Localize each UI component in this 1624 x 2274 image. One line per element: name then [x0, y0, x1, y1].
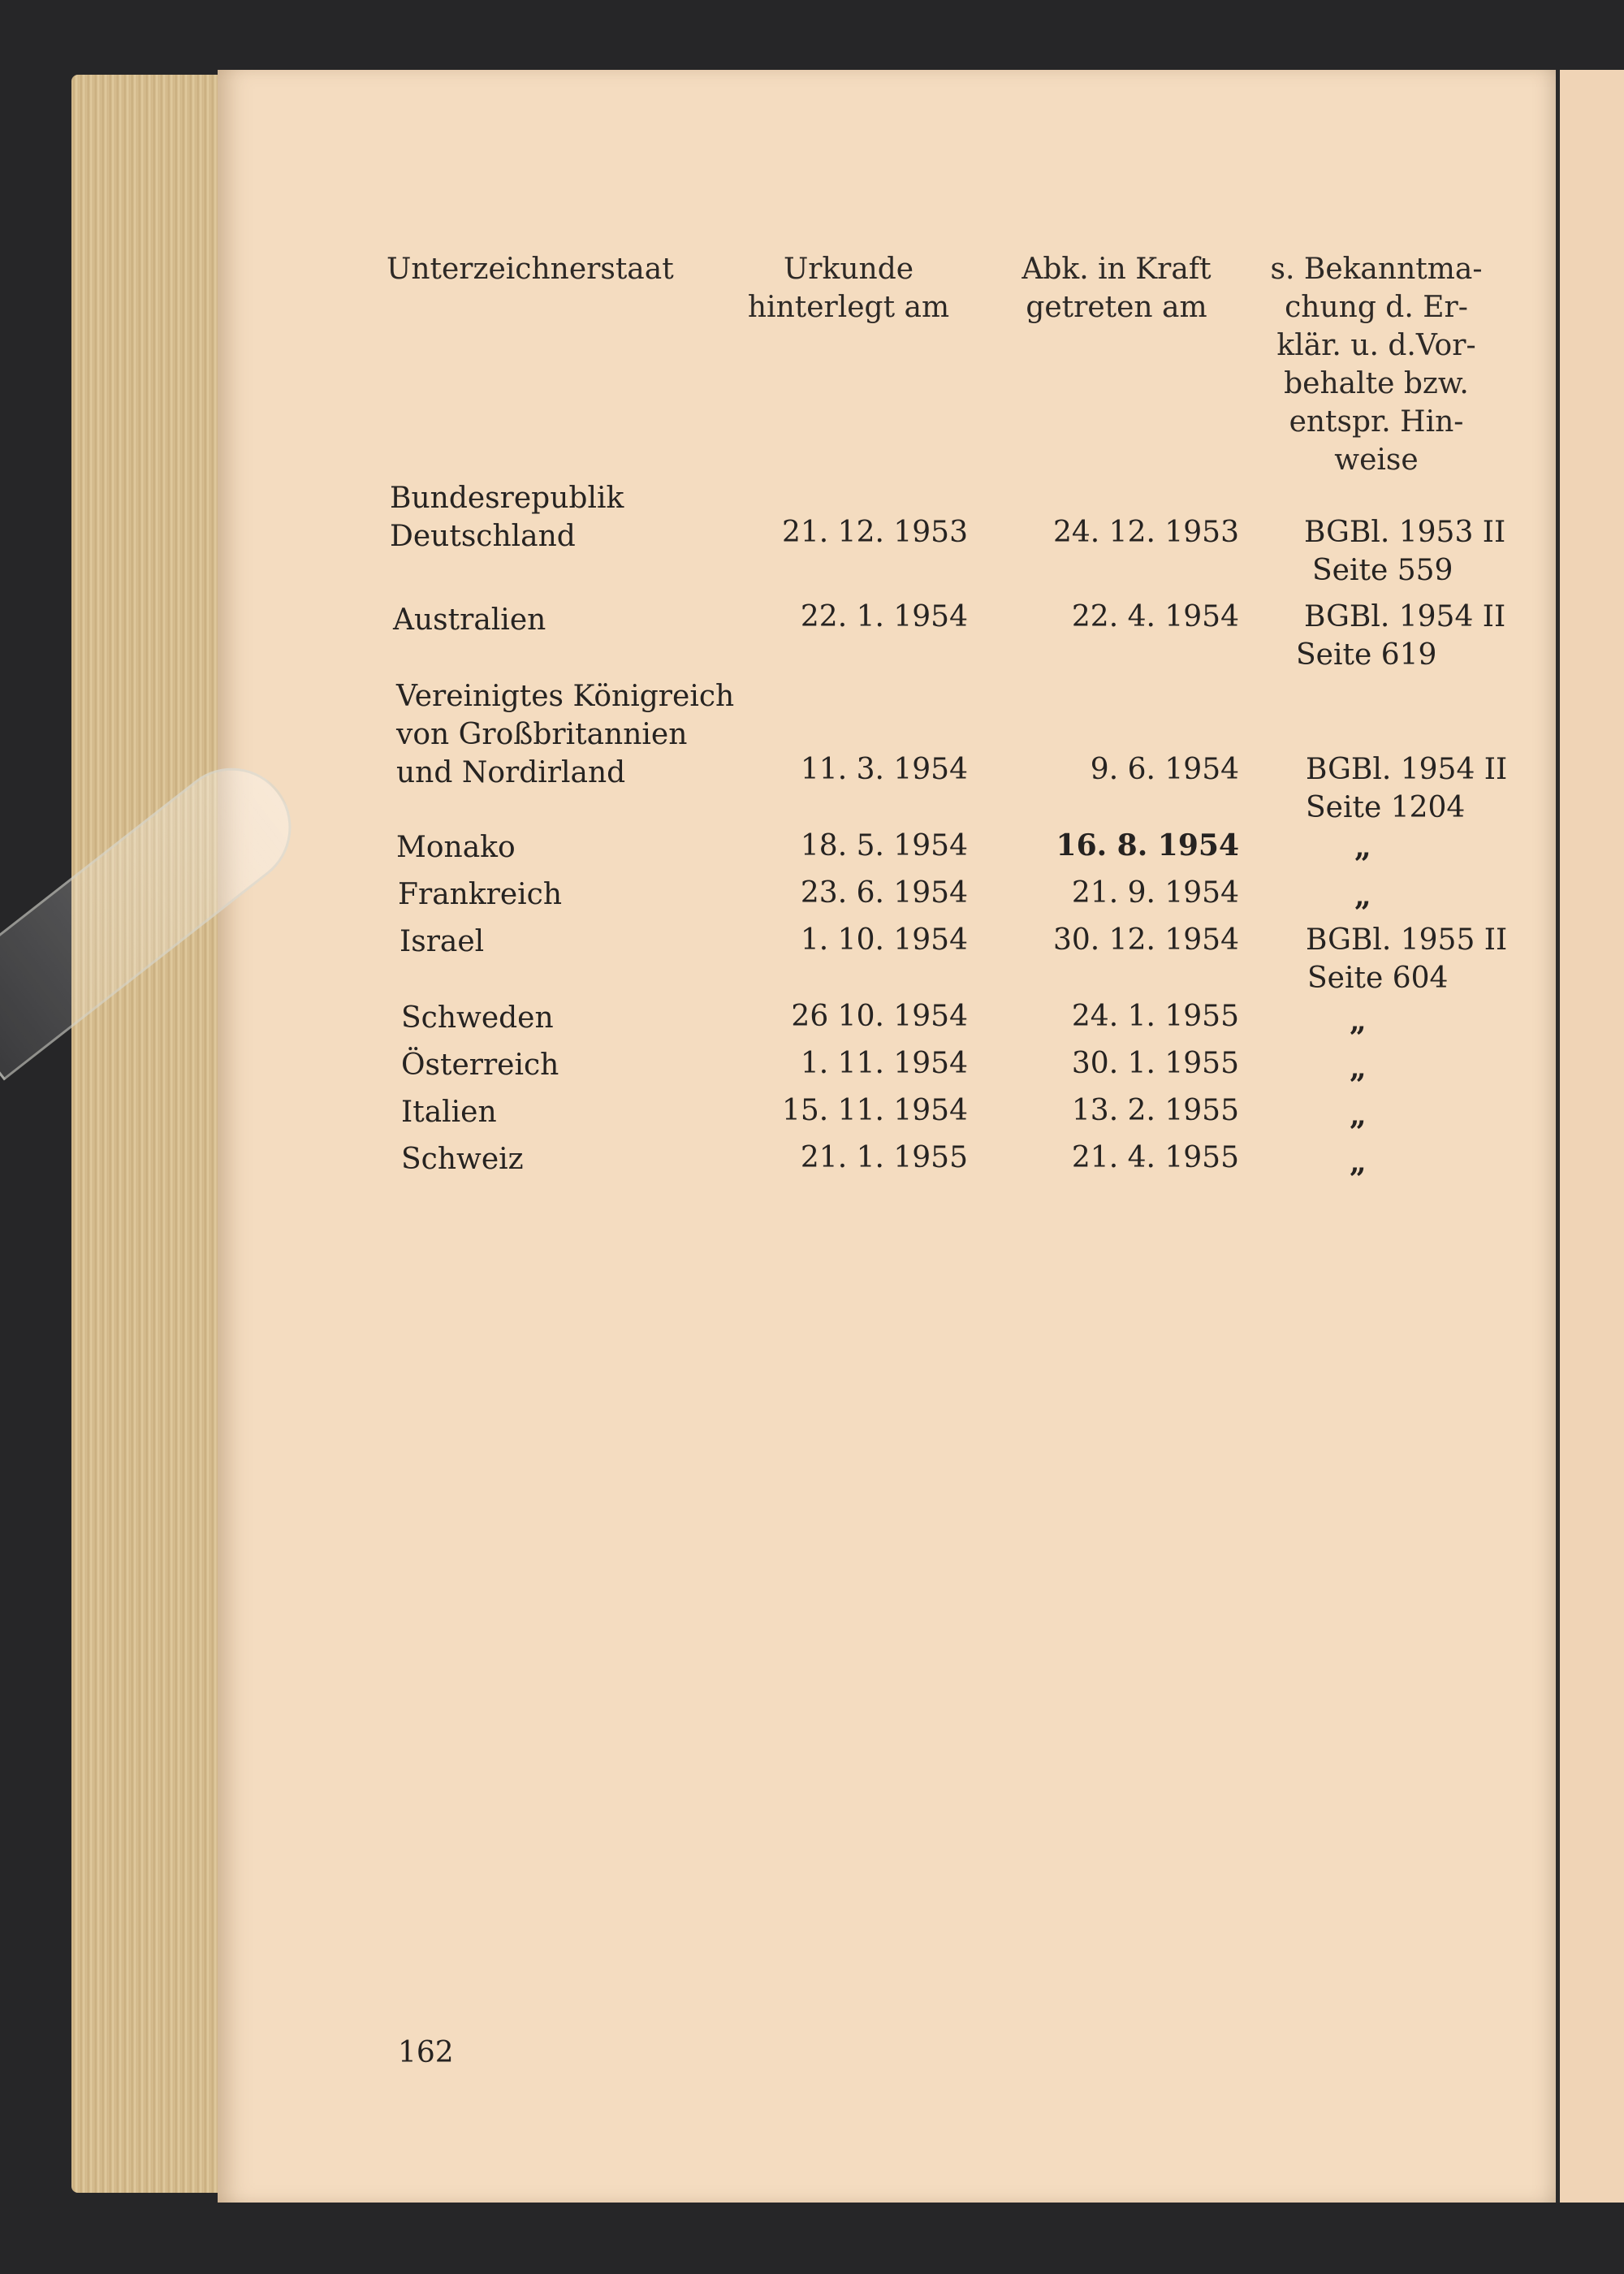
row-publication: Seite 619: [1296, 638, 1437, 672]
row-in-force-date: 24. 1. 1955: [1071, 1000, 1239, 1033]
header-publication-6: weise: [1334, 443, 1419, 477]
row-in-force-date: 9. 6. 1954: [1090, 753, 1239, 786]
row-in-force-date: 30. 1. 1955: [1071, 1047, 1239, 1080]
row-publication-ditto: „: [1350, 1004, 1367, 1038]
row-country-line: Deutschland: [390, 520, 576, 553]
header-in-force-1: Abk. in Kraft: [1021, 253, 1212, 286]
row-publication-ditto: „: [1350, 1145, 1367, 1179]
header-publication-4: behalte bzw.: [1284, 367, 1469, 400]
header-publication-2: chung d. Er-: [1285, 291, 1468, 324]
header-deposited-1: Urkunde: [783, 253, 914, 286]
row-publication: BGBl. 1954 II: [1306, 753, 1508, 786]
row-country-line: Schweden: [401, 1001, 554, 1035]
row-country-line: Bundesrepublik: [390, 482, 624, 515]
header-country: Unterzeichnerstaat: [387, 253, 674, 286]
row-country-line: Schweiz: [401, 1143, 524, 1176]
row-publication-ditto: „: [1350, 1051, 1367, 1085]
row-deposited-date: 1. 11. 1954: [800, 1047, 968, 1080]
row-publication: BGBl. 1953 II: [1304, 516, 1506, 549]
row-in-force-date: 24. 12. 1953: [1052, 516, 1239, 549]
row-deposited-date: 15. 11. 1954: [781, 1094, 968, 1127]
row-country-line: Italien: [401, 1096, 497, 1129]
row-country-line: Frankreich: [398, 878, 563, 911]
row-publication: BGBl. 1955 II: [1306, 923, 1508, 957]
header-deposited-2: hinterlegt am: [747, 291, 950, 324]
row-in-force-date: 21. 9. 1954: [1071, 876, 1239, 910]
row-deposited-date: 26 10. 1954: [791, 1000, 968, 1033]
row-publication-ditto: „: [1350, 1098, 1367, 1132]
row-in-force-date: 13. 2. 1955: [1071, 1094, 1239, 1127]
row-publication-ditto: „: [1354, 830, 1371, 864]
row-country-line: Österreich: [401, 1048, 559, 1082]
row-country-line: Monako: [396, 831, 516, 864]
row-in-force-date: 21. 4. 1955: [1071, 1141, 1239, 1174]
row-deposited-date: 23. 6. 1954: [800, 876, 968, 910]
row-country-line: Israel: [400, 925, 485, 958]
header-in-force-2: getreten am: [1026, 291, 1207, 324]
row-publication: Seite 604: [1307, 962, 1449, 995]
page-number: 162: [398, 2036, 454, 2069]
header-publication-5: entspr. Hin-: [1289, 405, 1464, 439]
row-deposited-date: 18. 5. 1954: [800, 829, 968, 862]
row-publication: Seite 1204: [1306, 791, 1466, 824]
row-country-line: von Großbritannien: [396, 718, 688, 751]
row-deposited-date: 22. 1. 1954: [800, 600, 968, 633]
row-deposited-date: 21. 12. 1953: [781, 516, 968, 549]
row-publication: Seite 559: [1312, 554, 1453, 587]
next-page-edge: [1556, 70, 1624, 2203]
row-deposited-date: 1. 10. 1954: [800, 923, 968, 957]
row-country-line: Australien: [393, 603, 546, 637]
row-deposited-date: 11. 3. 1954: [800, 753, 968, 786]
header-publication-3: klär. u. d.Vor-: [1276, 329, 1476, 362]
row-in-force-date: 16. 8. 1954: [1056, 828, 1239, 862]
row-deposited-date: 21. 1. 1955: [800, 1141, 968, 1174]
row-publication-ditto: „: [1354, 879, 1371, 913]
row-country-line: und Nordirland: [396, 756, 626, 789]
row-in-force-date: 22. 4. 1954: [1071, 600, 1239, 633]
row-publication: BGBl. 1954 II: [1304, 600, 1506, 633]
row-in-force-date: 30. 12. 1954: [1052, 923, 1239, 957]
row-country-line: Vereinigtes Königreich: [396, 680, 735, 713]
header-publication-1: s. Bekanntma-: [1270, 253, 1483, 286]
